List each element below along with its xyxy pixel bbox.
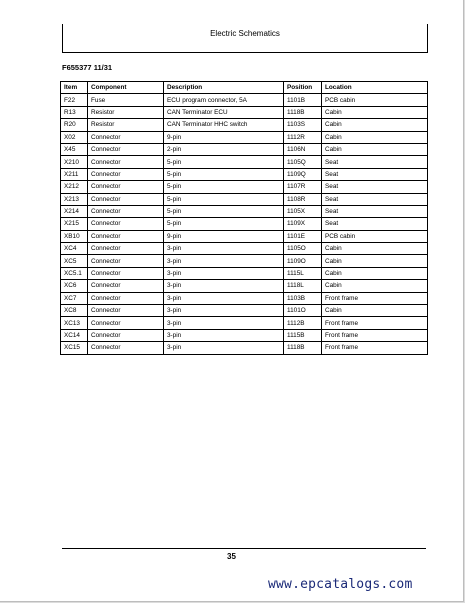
table-row (61, 243, 428, 255)
component-cell: Resistor (88, 119, 164, 131)
table-row (61, 255, 428, 267)
location-cell: Cabin (322, 305, 428, 317)
item-cell: R20 (61, 119, 88, 131)
column-header-item: Item (61, 82, 88, 94)
description-cell: 3-pin (164, 342, 284, 354)
table-row (61, 181, 428, 193)
item-cell: XC6 (61, 280, 88, 292)
column-header-description: Description (164, 82, 284, 94)
component-cell: Connector (88, 329, 164, 341)
item-cell: R13 (61, 106, 88, 118)
description-cell: 5-pin (164, 218, 284, 230)
position-cell: 1118L (284, 280, 322, 292)
watermark-text: www.epcatalogs.com (268, 577, 413, 592)
description-cell: 3-pin (164, 280, 284, 292)
document-reference: F655377 11/31 (62, 63, 113, 72)
location-cell: Front frame (322, 342, 428, 354)
position-cell: 1106N (284, 143, 322, 155)
table-row (61, 342, 428, 354)
footer-divider (62, 548, 426, 549)
description-cell: ECU program connector, 5A (164, 94, 284, 106)
description-cell: 3-pin (164, 305, 284, 317)
description-cell: 5-pin (164, 193, 284, 205)
table-row (61, 168, 428, 180)
description-cell: 3-pin (164, 255, 284, 267)
component-cell: Connector (88, 267, 164, 279)
position-cell: 1105Q (284, 156, 322, 168)
description-cell: 5-pin (164, 156, 284, 168)
item-cell: XC4 (61, 243, 88, 255)
position-cell: 1108R (284, 193, 322, 205)
column-header-location: Location (322, 82, 428, 94)
location-cell: Seat (322, 181, 428, 193)
item-cell: XC13 (61, 317, 88, 329)
item-cell: X212 (61, 181, 88, 193)
location-cell: Front frame (322, 317, 428, 329)
description-cell: 9-pin (164, 131, 284, 143)
item-cell: XC8 (61, 305, 88, 317)
table-row (61, 193, 428, 205)
component-cell: Connector (88, 143, 164, 155)
description-cell: 3-pin (164, 267, 284, 279)
item-cell: XC7 (61, 292, 88, 304)
position-cell: 1101E (284, 230, 322, 242)
table-row (61, 143, 428, 155)
location-cell: Seat (322, 156, 428, 168)
table-row (61, 205, 428, 217)
description-cell: 3-pin (164, 329, 284, 341)
component-cell: Connector (88, 205, 164, 217)
description-cell: 5-pin (164, 168, 284, 180)
component-cell: Connector (88, 156, 164, 168)
location-cell: Cabin (322, 255, 428, 267)
column-header-component: Component (88, 82, 164, 94)
table-row (61, 94, 428, 106)
component-cell: Connector (88, 292, 164, 304)
position-cell: 1118B (284, 342, 322, 354)
table-row (61, 267, 428, 279)
location-cell: Front frame (322, 292, 428, 304)
location-cell: Seat (322, 193, 428, 205)
location-cell: Cabin (322, 131, 428, 143)
description-cell: 2-pin (164, 143, 284, 155)
item-cell: X210 (61, 156, 88, 168)
location-cell: Cabin (322, 106, 428, 118)
component-table (60, 81, 428, 355)
table-row (61, 329, 428, 341)
table-row (61, 106, 428, 118)
item-cell: X211 (61, 168, 88, 180)
position-cell: 1118B (284, 106, 322, 118)
item-cell: X02 (61, 131, 88, 143)
item-cell: F22 (61, 94, 88, 106)
component-cell: Connector (88, 280, 164, 292)
location-cell: Cabin (322, 267, 428, 279)
description-cell: 5-pin (164, 181, 284, 193)
location-cell: Cabin (322, 143, 428, 155)
item-cell: X45 (61, 143, 88, 155)
position-cell: 1105O (284, 243, 322, 255)
item-cell: X214 (61, 205, 88, 217)
position-cell: 1109O (284, 255, 322, 267)
item-cell: XC14 (61, 329, 88, 341)
description-cell: 5-pin (164, 205, 284, 217)
item-cell: XC5 (61, 255, 88, 267)
table-row (61, 218, 428, 230)
item-cell: X215 (61, 218, 88, 230)
table-row (61, 292, 428, 304)
component-cell: Connector (88, 342, 164, 354)
header-title: Electric Schematics (210, 29, 280, 38)
column-header-position: Position (284, 82, 322, 94)
position-cell: 1109Q (284, 168, 322, 180)
table-row (61, 280, 428, 292)
table-body (61, 94, 428, 354)
position-cell: 1112B (284, 317, 322, 329)
description-cell: 9-pin (164, 230, 284, 242)
position-cell: 1103S (284, 119, 322, 131)
location-cell: PCB cabin (322, 230, 428, 242)
position-cell: 1115B (284, 329, 322, 341)
component-cell: Connector (88, 131, 164, 143)
position-cell: 1101B (284, 94, 322, 106)
component-cell: Connector (88, 305, 164, 317)
position-cell: 1109X (284, 218, 322, 230)
table-row (61, 131, 428, 143)
position-cell: 1101O (284, 305, 322, 317)
component-cell: Connector (88, 218, 164, 230)
location-cell: Front frame (322, 329, 428, 341)
location-cell: PCB cabin (322, 94, 428, 106)
component-cell: Connector (88, 317, 164, 329)
location-cell: Cabin (322, 119, 428, 131)
position-cell: 1112R (284, 131, 322, 143)
description-cell: 3-pin (164, 243, 284, 255)
table-row (61, 156, 428, 168)
item-cell: XC5.1 (61, 267, 88, 279)
table-row (61, 230, 428, 242)
position-cell: 1103B (284, 292, 322, 304)
component-cell: Connector (88, 181, 164, 193)
position-cell: 1107R (284, 181, 322, 193)
description-cell: CAN Terminator HHC switch (164, 119, 284, 131)
page-header (62, 24, 428, 53)
item-cell: XB10 (61, 230, 88, 242)
component-cell: Connector (88, 255, 164, 267)
component-cell: Fuse (88, 94, 164, 106)
position-cell: 1115L (284, 267, 322, 279)
component-cell: Resistor (88, 106, 164, 118)
description-cell: 3-pin (164, 292, 284, 304)
description-cell: 3-pin (164, 317, 284, 329)
component-cell: Connector (88, 243, 164, 255)
location-cell: Cabin (322, 280, 428, 292)
description-cell: CAN Terminator ECU (164, 106, 284, 118)
item-cell: X213 (61, 193, 88, 205)
location-cell: Seat (322, 218, 428, 230)
position-cell: 1105X (284, 205, 322, 217)
location-cell: Seat (322, 205, 428, 217)
table-row (61, 317, 428, 329)
item-cell: XC15 (61, 342, 88, 354)
table-header-row (61, 82, 428, 94)
location-cell: Seat (322, 168, 428, 180)
component-cell: Connector (88, 193, 164, 205)
table-row (61, 305, 428, 317)
page-number: 35 (227, 552, 236, 561)
table-row (61, 119, 428, 131)
location-cell: Cabin (322, 243, 428, 255)
component-cell: Connector (88, 230, 164, 242)
component-cell: Connector (88, 168, 164, 180)
